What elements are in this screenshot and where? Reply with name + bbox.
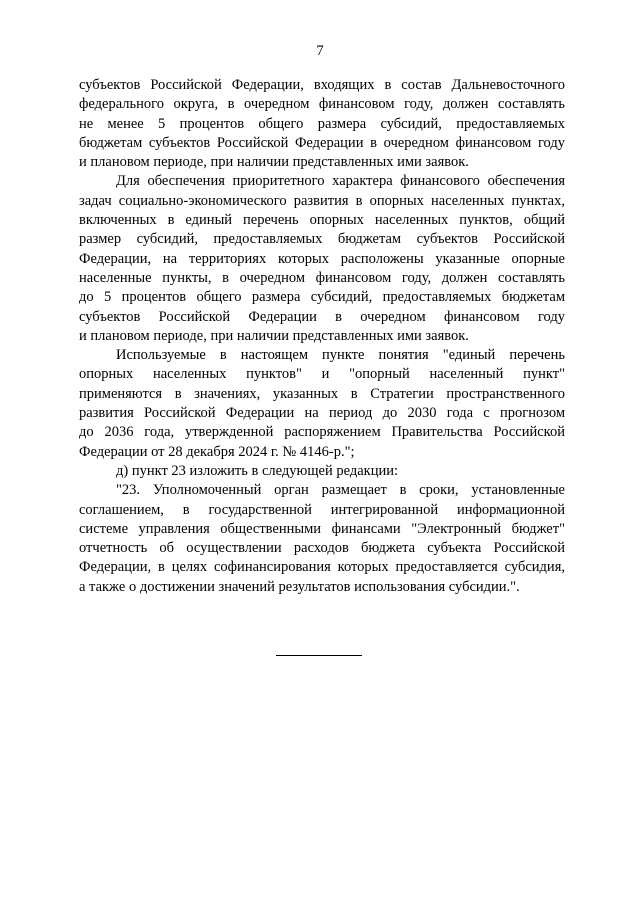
text-line: до 5 процентов общего размера субсидий, предоставляемых бюджетам	[79, 289, 565, 306]
text-line: не менее 5 процентов общего размера субсидий, предоставляемых	[79, 115, 565, 132]
text-line: федерального округа, в очередном финансовом году, должен составлять	[79, 96, 565, 113]
text-line: Федерации от 28 декабря 2024 г. № 4146-р.";	[79, 443, 355, 460]
page-number: 7	[316, 43, 324, 59]
paragraph-definitions	[79, 346, 565, 462]
text-line: Федерации, в целях софинансирования которых предоставляется субсидия,	[79, 559, 565, 576]
text-line: Для обеспечения приоритетного характера финансового обеспечения	[116, 173, 565, 190]
text-line: отчетность об осуществлении расходов бюджета субъекта Российской	[79, 540, 565, 557]
paragraph-item-23	[79, 481, 565, 597]
text-line: д) пункт 23 изложить в следующей редакции:	[116, 462, 398, 479]
text-line: субъектов Российской Федерации, входящих в состав Дальневосточного	[79, 77, 565, 93]
text-line: до 2036 года, утвержденной распоряжением Правительства Российской	[79, 424, 565, 441]
text-line: населенные пункты, в очередном финансовом году, должен составлять	[79, 269, 565, 286]
text-line: включенных в единый перечень опорных населенных пунктов, общий	[79, 212, 565, 229]
text-line: размер субсидий, предоставляемых бюджетам субъектов Российской	[79, 231, 565, 248]
text-line: и плановом периоде, при наличии представленных ими заявок.	[79, 327, 469, 344]
text-line: и плановом периоде, при наличии представленных ими заявок.	[79, 154, 469, 171]
end-separator-line	[276, 655, 362, 656]
paragraph-item-d	[79, 462, 565, 481]
text-line: а также о достижении значений результатов использования субсидии.".	[79, 578, 520, 595]
text-line: развития Российской Федерации на период до 2030 года с прогнозом	[79, 405, 565, 422]
text-line: бюджетам субъектов Российской Федерации в очередном финансовом году	[79, 134, 565, 151]
text-line: Федерации, на территориях которых расположены указанные опорные	[79, 250, 565, 267]
text-line: задач социально-экономического развития в опорных населенных пунктах,	[79, 192, 565, 209]
text-line: субъектов Российской Федерации в очередном финансовом году	[79, 308, 565, 325]
text-line: системе управления общественными финансами "Электронный бюджет"	[79, 520, 565, 537]
paragraph-continuation	[79, 76, 565, 172]
text-line: "23. Уполномоченный орган размещает в сроки, установленные	[116, 482, 565, 499]
document-body	[79, 76, 565, 597]
text-line: применяются в значениях, указанных в Стратегии пространственного	[79, 385, 565, 402]
paragraph-priority-support	[79, 172, 565, 346]
text-line: опорных населенных пунктов" и "опорный населенный пункт"	[79, 366, 565, 383]
text-line: соглашением, в государственной интегрированной информационной	[79, 501, 565, 518]
text-line: Используемые в настоящем пункте понятия "единый перечень	[116, 347, 565, 364]
